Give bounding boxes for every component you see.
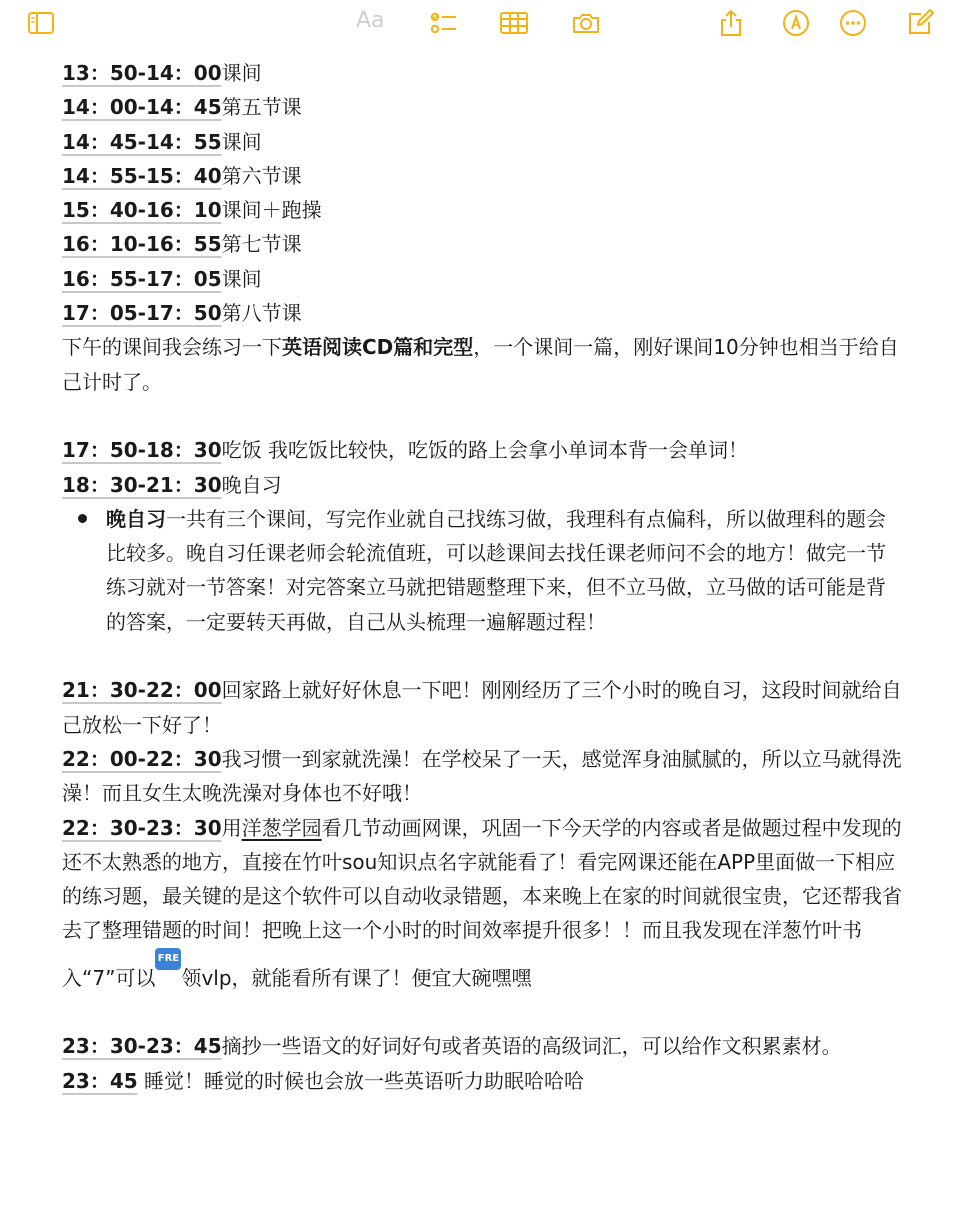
activity: 第七节课: [221, 232, 302, 257]
activity: 第八节课: [221, 301, 302, 326]
schedule-line: [62, 125, 902, 159]
schedule-line: [62, 227, 902, 261]
schedule-paragraph: [62, 742, 902, 811]
share-icon[interactable]: [714, 6, 748, 40]
app-name-link[interactable]: 洋葱学园: [241, 815, 322, 840]
activity: 课间: [221, 266, 262, 291]
time-range: 22：00-22：30: [62, 746, 222, 771]
free-emoji-icon: FREE: [155, 948, 181, 970]
blank-line: [62, 995, 902, 1029]
schedule-paragraph: [62, 811, 902, 995]
bullet-text: 一共有三个课间，写完作业就自己找练习做，我理科有点偏科，所以做理科的题会比较多。晚自习任课老师会轮流值班，可以趁课间去找任课老师问不会的地方！做完一节练习就对一节答案！对完答案立马就把错题整理下来，但不立马做，立马做的话可能是背的答案，一定要转天再做，自己从头梳理一遍解题过程！: [106, 506, 886, 634]
schedule-line: [62, 433, 902, 467]
more-options-icon[interactable]: [836, 6, 870, 40]
time-range: 23：30-23：45: [62, 1034, 222, 1059]
activity: 第六节课: [221, 163, 302, 188]
activity: 课间: [221, 61, 262, 85]
activity: 晚自习: [221, 472, 282, 497]
schedule-line: [62, 296, 902, 330]
time-range: 14：00-14：45: [62, 95, 222, 120]
time-range: 21：30-22：00: [62, 678, 222, 703]
activity-suffix: 领vlp，就能看所有课了！便宜大碗嘿嘿: [181, 965, 532, 990]
afternoon-note-text: 下午的课间我会练习一下: [62, 335, 282, 360]
bullet-title: 晚自习: [106, 506, 166, 531]
time-range: 23：45: [62, 1068, 138, 1093]
schedule-paragraph: [62, 1029, 902, 1063]
time-range: 17：50-18：30: [62, 438, 222, 463]
afternoon-note-highlight: 英语阅读CD篇和完型: [282, 335, 474, 360]
schedule-line: [62, 468, 902, 502]
time-range: 13：50-14：00: [62, 61, 222, 85]
compose-icon[interactable]: [903, 6, 937, 40]
notes-toolbar: [0, 0, 960, 48]
markup-pen-icon[interactable]: [779, 6, 813, 40]
activity: 看几节动画网课，巩固一下今天学的内容或者是做题过程中发现的还不太熟悉的地方，直接在竹叶sou知识点名字就能看了！看完网课还能在APP里面做一下相应的练习题，最关键的是这个软件可以自动收录错题，本来晚上在家的时间就很宝贵，它还帮我省去了整理错题的时间！把晚上这一个小时的时间效率提升很多！！而且我发现在洋葱竹叶书入“7”可以: [62, 815, 902, 990]
schedule-line: [62, 262, 902, 296]
activity: 我习惯一到家就洗澡！在学校呆了一天，感觉浑身油腻腻的，所以立马就得洗澡！而且女生太晚洗澡对身体也不好哦！: [62, 746, 902, 806]
activity: 第五节课: [221, 95, 302, 120]
time-range: 14：45-14：55: [62, 129, 222, 154]
schedule-line: [62, 56, 902, 90]
schedule-line: [62, 90, 902, 124]
schedule-paragraph: [62, 673, 902, 742]
activity: 睡觉！睡觉的时候也会放一些英语听力助眠哈哈哈: [137, 1068, 585, 1093]
activity: 课间: [221, 129, 262, 154]
activity: 课间＋跑操: [221, 198, 322, 223]
note-body[interactable]: [62, 56, 902, 1098]
bullet-icon: [78, 514, 87, 523]
schedule-line: [62, 1064, 902, 1098]
time-range: 16：55-17：05: [62, 266, 222, 291]
activity: 回家路上就好好休息一下吧！刚刚经历了三个小时的晚自习，这段时间就给自己放松一下好了！: [62, 678, 902, 737]
time-range: 17：05-17：50: [62, 301, 222, 326]
blank-line: [62, 639, 902, 673]
table-icon[interactable]: [497, 6, 531, 40]
schedule-line: [62, 159, 902, 193]
time-range: 18：30-21：30: [62, 472, 222, 497]
format-text-button[interactable]: Aa: [356, 8, 385, 33]
afternoon-note: [62, 330, 902, 399]
time-range: 14：55-15：40: [62, 163, 222, 188]
activity: 摘抄一些语文的好词好句或者英语的高级词汇，可以给作文积累素材。: [221, 1034, 842, 1059]
blank-line: [62, 399, 902, 433]
time-range: 15：40-16：10: [62, 198, 222, 223]
time-range: 16：10-16：55: [62, 232, 222, 257]
time-range: 22：30-23：30: [62, 815, 222, 840]
schedule-line: [62, 193, 902, 227]
sidebar-toggle-icon[interactable]: [24, 6, 58, 40]
checklist-icon[interactable]: [426, 6, 460, 40]
afternoon-note-rest: ，一个课间一篇，刚好课间10分钟也相当于给自己计时了。: [62, 335, 899, 394]
evening-study-bullet: [62, 502, 902, 639]
camera-icon[interactable]: [569, 6, 603, 40]
activity-prefix: 用: [221, 815, 242, 840]
activity: 吃饭 我吃饭比较快，吃饭的路上会拿小单词本背一会单词！: [221, 438, 748, 463]
